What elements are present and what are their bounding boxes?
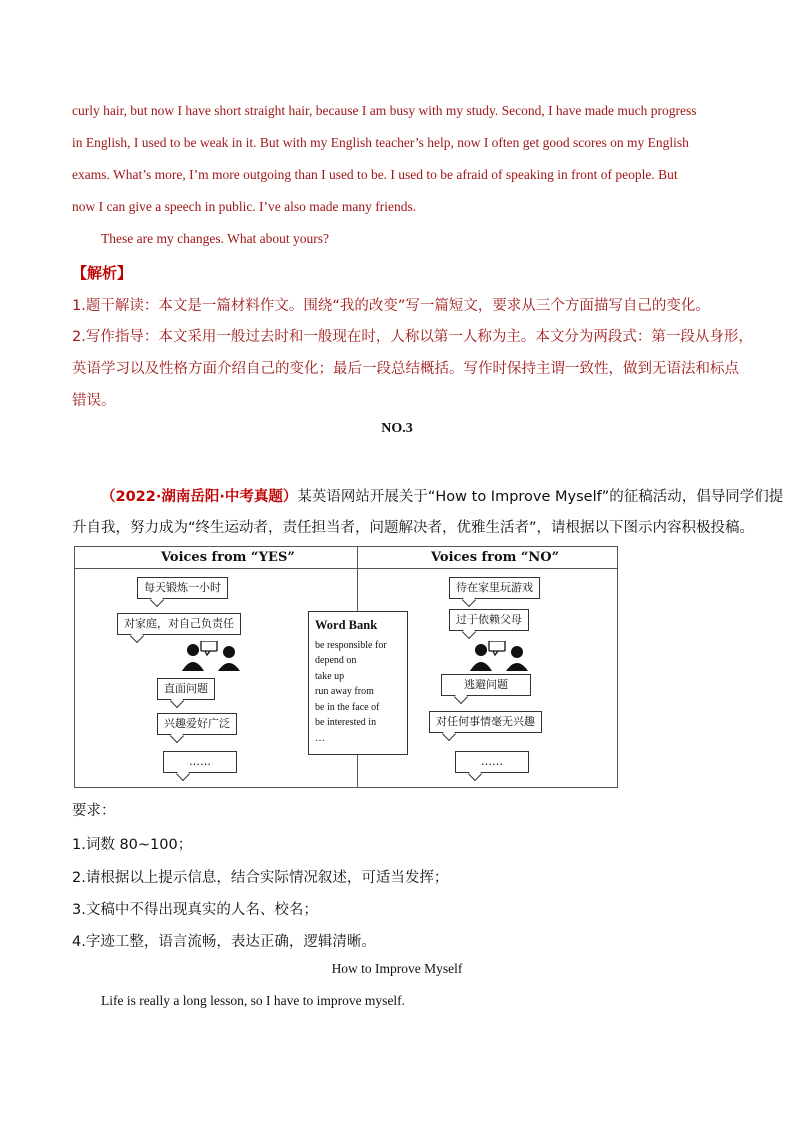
yes-item-3: 直面问题 [157, 678, 215, 700]
word-bank-item: be in the face of [315, 701, 380, 713]
people-icon-no [467, 641, 537, 673]
word-bank-item: take up [315, 670, 345, 682]
no-item-1: 待在家里玩游戏 [449, 577, 540, 599]
word-bank-item: depend on [315, 655, 357, 666]
no-header: Voices from “NO” [431, 550, 560, 565]
prompt-line-1 [101, 485, 783, 506]
analysis-item-1: 1.题干解读：本文是一篇材料作文。围绕“我的改变”写一篇短文，要求从三个方面描写自己的变化。 [72, 298, 710, 314]
essay-line-5: These are my changes. What about yours? [101, 231, 330, 246]
essay-line-3: exams. What’s more, I’m more outgoing than I used to be. I used to be afraid of speaking in front of people. But [72, 167, 678, 182]
word-bank [308, 611, 408, 755]
essay-line-2: in English, I used to be weak in it. But with my English teacher’s help, now I often get good scores on my English [72, 135, 689, 150]
yes-item-4: 兴趣爱好广泛 [157, 713, 237, 735]
yes-item-1: 每天锻炼一小时 [137, 577, 228, 599]
yes-item-2: 对家庭，对自己负责任 [117, 613, 241, 635]
essay-line-4: now I can give a speech in public. I’ve also made many friends. [72, 199, 417, 214]
no-item-4: 对任何事情毫无兴趣 [429, 711, 542, 733]
requirement-1: 1.词数 80~100； [72, 837, 193, 853]
word-bank-item: … [315, 732, 325, 744]
analysis-item-2-line-1: 2.写作指导：本文采用一般过去时和一般现在时，人称以第一人称为主。本文分为两段式：第一段从身形， [72, 329, 753, 345]
prompt-source: （2022·湖南岳阳·中考真题） [101, 489, 298, 505]
no-item-3: 逃避问题 [441, 674, 531, 696]
essay-line-1: curly hair, but now I have short straight hair, because I am busy with my study. Second, I have made much progress [72, 103, 697, 118]
requirement-3: 3.文稿中不得出现真实的人名、校名； [72, 902, 318, 918]
yes-item-5: …… [163, 751, 237, 773]
word-bank-title: Word Bank [315, 618, 378, 632]
no-item-5: …… [455, 751, 529, 773]
prompt-figure [74, 546, 618, 788]
requirement-2: 2.请根据以上提示信息，结合实际情况叙述，可适当发挥； [72, 870, 449, 886]
prompt-text-1: 某英语网站开展关于“How to Improve Myself”的征稿活动，倡导同学们提 [297, 489, 784, 505]
people-icon-yes [179, 641, 249, 673]
word-bank-item: be responsible for [315, 639, 387, 651]
requirements-heading: 要求： [72, 803, 116, 819]
analysis-heading: 【解析】 [72, 264, 133, 282]
section-title: NO.3 [381, 421, 413, 436]
no-item-2: 过于依赖父母 [449, 609, 529, 631]
analysis-item-2-line-2: 英语学习以及性格方面介绍自己的变化；最后一段总结概括。写作时保持主谓一致性，做到无语法和标点 [72, 361, 739, 377]
word-bank-item: run away from [315, 686, 374, 697]
essay-start: Life is really a long lesson, so I have to improve myself. [101, 993, 406, 1008]
analysis-item-2-line-3: 错误。 [72, 393, 116, 409]
requirement-4: 4.字迹工整，语言流畅，表达正确，逻辑清晰。 [72, 934, 376, 950]
word-bank-item: be interested in [315, 717, 377, 728]
prompt-line-2: 升自我，努力成为“终生运动者，责任担当者，问题解决者，优雅生活者”，请根据以下图示内容积极投稿。 [72, 520, 755, 536]
yes-header: Voices from “YES” [161, 550, 295, 565]
essay-title: How to Improve Myself [331, 961, 463, 976]
